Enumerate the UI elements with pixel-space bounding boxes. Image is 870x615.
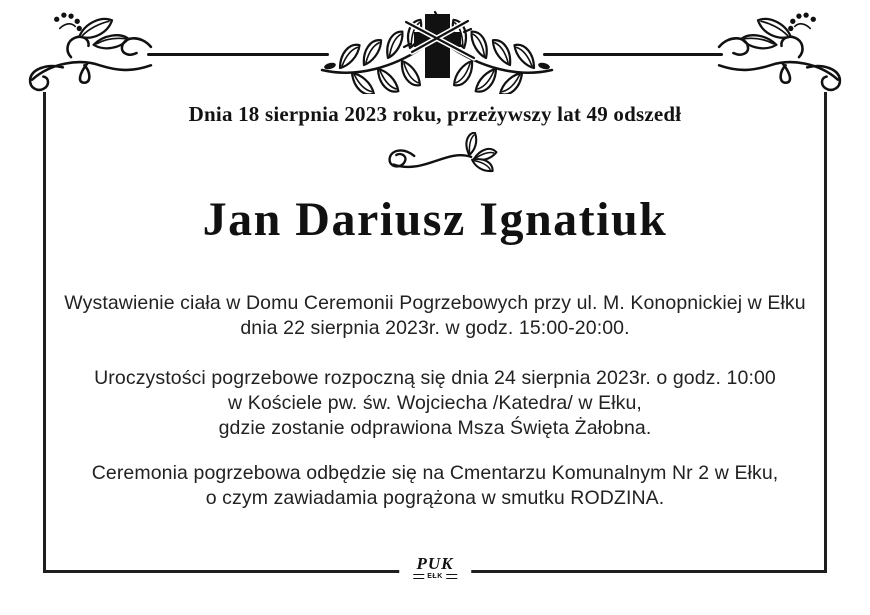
logo-bar-right	[446, 574, 457, 579]
paragraph-line: o czym zawiadamia pogrążona w smutku RODZINA.	[205, 487, 665, 509]
logo-sub-text: EŁK	[427, 573, 443, 580]
viewing-paragraph	[48, 291, 822, 341]
funeral-mass-paragraph	[48, 366, 822, 441]
paragraph-line: Uroczystości pogrzebowe rozpoczną się dnia 24 sierpnia 2023r. o godz. 10:00	[94, 367, 776, 389]
funeral-home-logo	[399, 553, 471, 583]
vine-divider-icon	[382, 132, 510, 178]
paragraph-line: w Kościele pw. św. Wojciecha /Katedra/ w Ełku,	[228, 392, 642, 414]
paragraph-line: gdzie zostanie odprawiona Msza Święta Żałobna.	[218, 417, 652, 439]
frame-border-right	[824, 92, 827, 573]
deceased-name: Jan Dariusz Ignatiuk	[202, 193, 668, 246]
paragraph-line: Ceremonia pogrzebowa odbędzie się na Cmentarzu Komunalnym Nr 2 w Ełku,	[91, 462, 779, 484]
paragraph-line: dnia 22 sierpnia 2023r. w godz. 15:00-20:00.	[240, 317, 630, 339]
death-date-line: Dnia 18 sierpnia 2023 roku, przeżywszy lat 49 odszedł	[188, 102, 682, 126]
logo-main-text: PUK	[416, 554, 454, 573]
frame-border-left	[43, 92, 46, 573]
paragraph-line: Wystawienie ciała w Domu Ceremonii Pogrzebowych przy ul. M. Konopnickiej w Ełku	[64, 292, 806, 314]
top-rule-right	[543, 53, 723, 56]
logo-bar-left	[413, 574, 424, 579]
corner-flourish-left-icon	[26, 10, 154, 94]
corner-flourish-right-icon	[716, 10, 844, 94]
burial-paragraph	[48, 461, 822, 511]
top-rule-left	[147, 53, 329, 56]
cross-laurel-ornament-icon	[318, 6, 556, 94]
